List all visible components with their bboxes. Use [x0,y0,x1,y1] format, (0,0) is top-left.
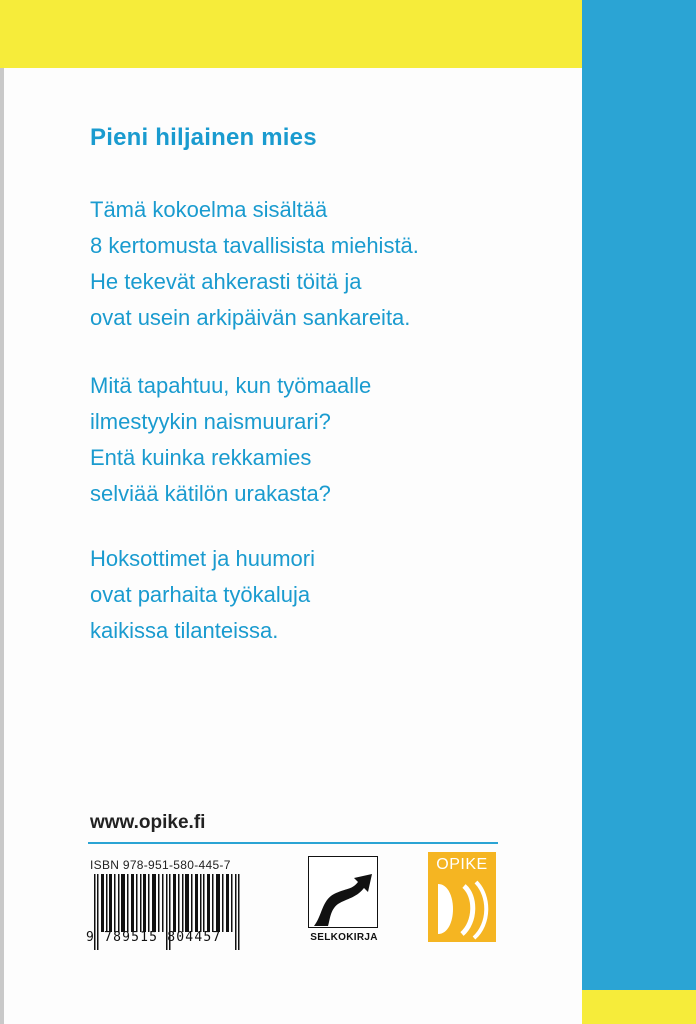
bottom-yellow-band [582,990,696,1024]
top-yellow-band [0,0,582,68]
blurb-line: He tekevät ahkerasti töitä ja [90,269,362,294]
blurb-line: ovat usein arkipäivän sankareita. [90,305,411,330]
opike-logo-text: OPIKE [436,856,488,873]
isbn-text: ISBN 978-951-580-445-7 [90,858,231,872]
selkokirja-label: SELKOKIRJA [310,932,378,943]
cover-edge [0,0,4,1024]
selkokirja-arrow-icon [308,856,378,928]
blurb-paragraph-1 [90,192,560,336]
book-title: Pieni hiljainen mies [90,124,317,151]
side-blue-band [582,0,696,990]
blurb-line: selviää kätilön urakasta? [90,481,331,506]
blurb-line: 8 kertomusta tavallisista miehistä. [90,233,419,258]
selkokirja-logo [308,856,378,928]
blurb-line: Tämä kokoelma sisältää [90,197,328,222]
barcode-digits: 9 789515 804457 [86,930,222,945]
blurb-line: Hoksottimet ja huumori [90,546,315,571]
blurb-line: Mitä tapahtuu, kun työmaalle [90,373,372,398]
blurb-line: kaikissa tilanteissa. [90,618,279,643]
blurb-line: ovat parhaita työkaluja [90,582,311,607]
opike-logo [428,852,496,942]
divider-line [88,842,498,844]
blurb-paragraph-2 [90,368,560,512]
publisher-website[interactable]: www.opike.fi [90,812,206,833]
blurb-line: ilmestyykin naismuurari? [90,409,331,434]
blurb-paragraph-3 [90,541,560,649]
opike-mark-icon [428,876,496,942]
blurb-line: Entä kuinka rekkamies [90,445,312,470]
